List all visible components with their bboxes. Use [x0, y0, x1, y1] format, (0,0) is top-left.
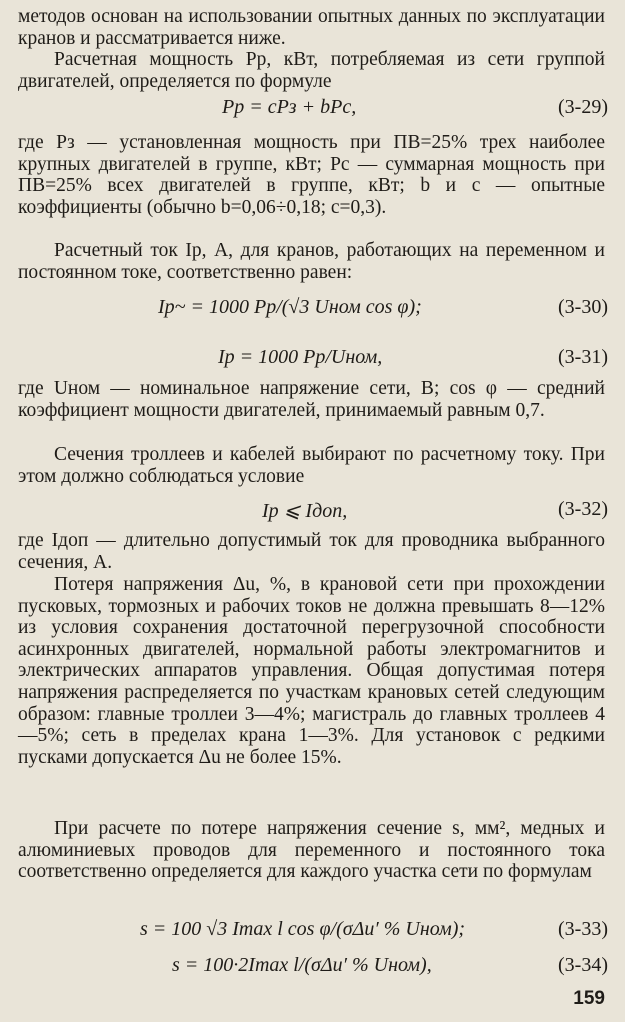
formula-3-33	[0, 914, 625, 944]
formula-3-29	[0, 92, 625, 122]
formula-expression: s = 100·2Imax l/(σΔu′ % Uном),	[172, 954, 432, 976]
paragraph-4: Расчетный ток Iр, А, для кранов, работающих на переменном и постоянном токе, соответственно равен:	[18, 240, 605, 283]
formula-3-32	[0, 494, 625, 524]
paragraph-8: Потеря напряжения Δu, %, в крановой сети при прохождении пусковых, тормозных и рабочих токов не должна превышать 8—12% из условия сохранения достаточной перегрузочной способности асинхронных двигателей, нормальной работы электромагнитов и электрических аппаратов управления. Общая допустимая потеря напряжения распределяется по участкам крановых сетей следующим образом: главные троллеи 3—4%; магистраль до главных троллеев 4—5%; сеть в пределах крана 1—3%. Для установок с редкими пусками допускается Δu не более 15%.	[18, 574, 605, 768]
formula-3-30	[0, 292, 625, 322]
paragraph-3: где Pз — установленная мощность при ПВ=25% трех наиболее крупных двигателей в группе, кВт; Pс — суммарная мощность при ПВ=25% всех двигателей в группе, кВт; b и c — опытные коэффициенты (обычно b=0,06÷0,18; c=0,3).	[18, 132, 605, 218]
paragraph-7: где Iдоп — длительно допустимый ток для проводника выбранного сечения, А.	[18, 530, 605, 573]
formula-number: (3-33)	[558, 918, 608, 940]
formula-number: (3-32)	[558, 498, 608, 520]
formula-number: (3-30)	[558, 296, 608, 318]
formula-3-34	[0, 950, 625, 980]
formula-expression: Pр = cPз + bPс,	[222, 96, 357, 118]
paragraph-1: методов основан на использовании опытных данных по эксплуатации кранов и рассматривается ниже.	[18, 6, 605, 49]
formula-expression: s = 100 √3 Imax l cos φ/(σΔu′ % Uном);	[140, 918, 466, 940]
formula-expression: Iр ⩽ Iдоп,	[262, 500, 348, 522]
paragraph-6: Сечения троллеев и кабелей выбирают по расчетному току. При этом должно соблюдаться условие	[18, 444, 605, 487]
paragraph-2: Расчетная мощность Pр, кВт, потребляемая из сети группой двигателей, определяется по формуле	[18, 49, 605, 92]
formula-expression: Iр~ = 1000 Pр/(√3 Uном cos φ);	[158, 296, 422, 318]
paragraph-9: При расчете по потере напряжения сечение s, мм², медных и алюминиевых проводов для переменного и постоянного тока соответственно определяется для каждого участка сети по формулам	[18, 818, 605, 883]
formula-3-31	[0, 342, 625, 372]
formula-number: (3-31)	[558, 346, 608, 368]
page-number: 159	[573, 988, 605, 1009]
formula-number: (3-34)	[558, 954, 608, 976]
formula-expression: Iр = 1000 Pр/Uном,	[218, 346, 383, 368]
formula-number: (3-29)	[558, 96, 608, 118]
paragraph-5: где Uном — номинальное напряжение сети, В; cos φ — средний коэффициент мощности двигателей, принимаемый равным 0,7.	[18, 378, 605, 421]
